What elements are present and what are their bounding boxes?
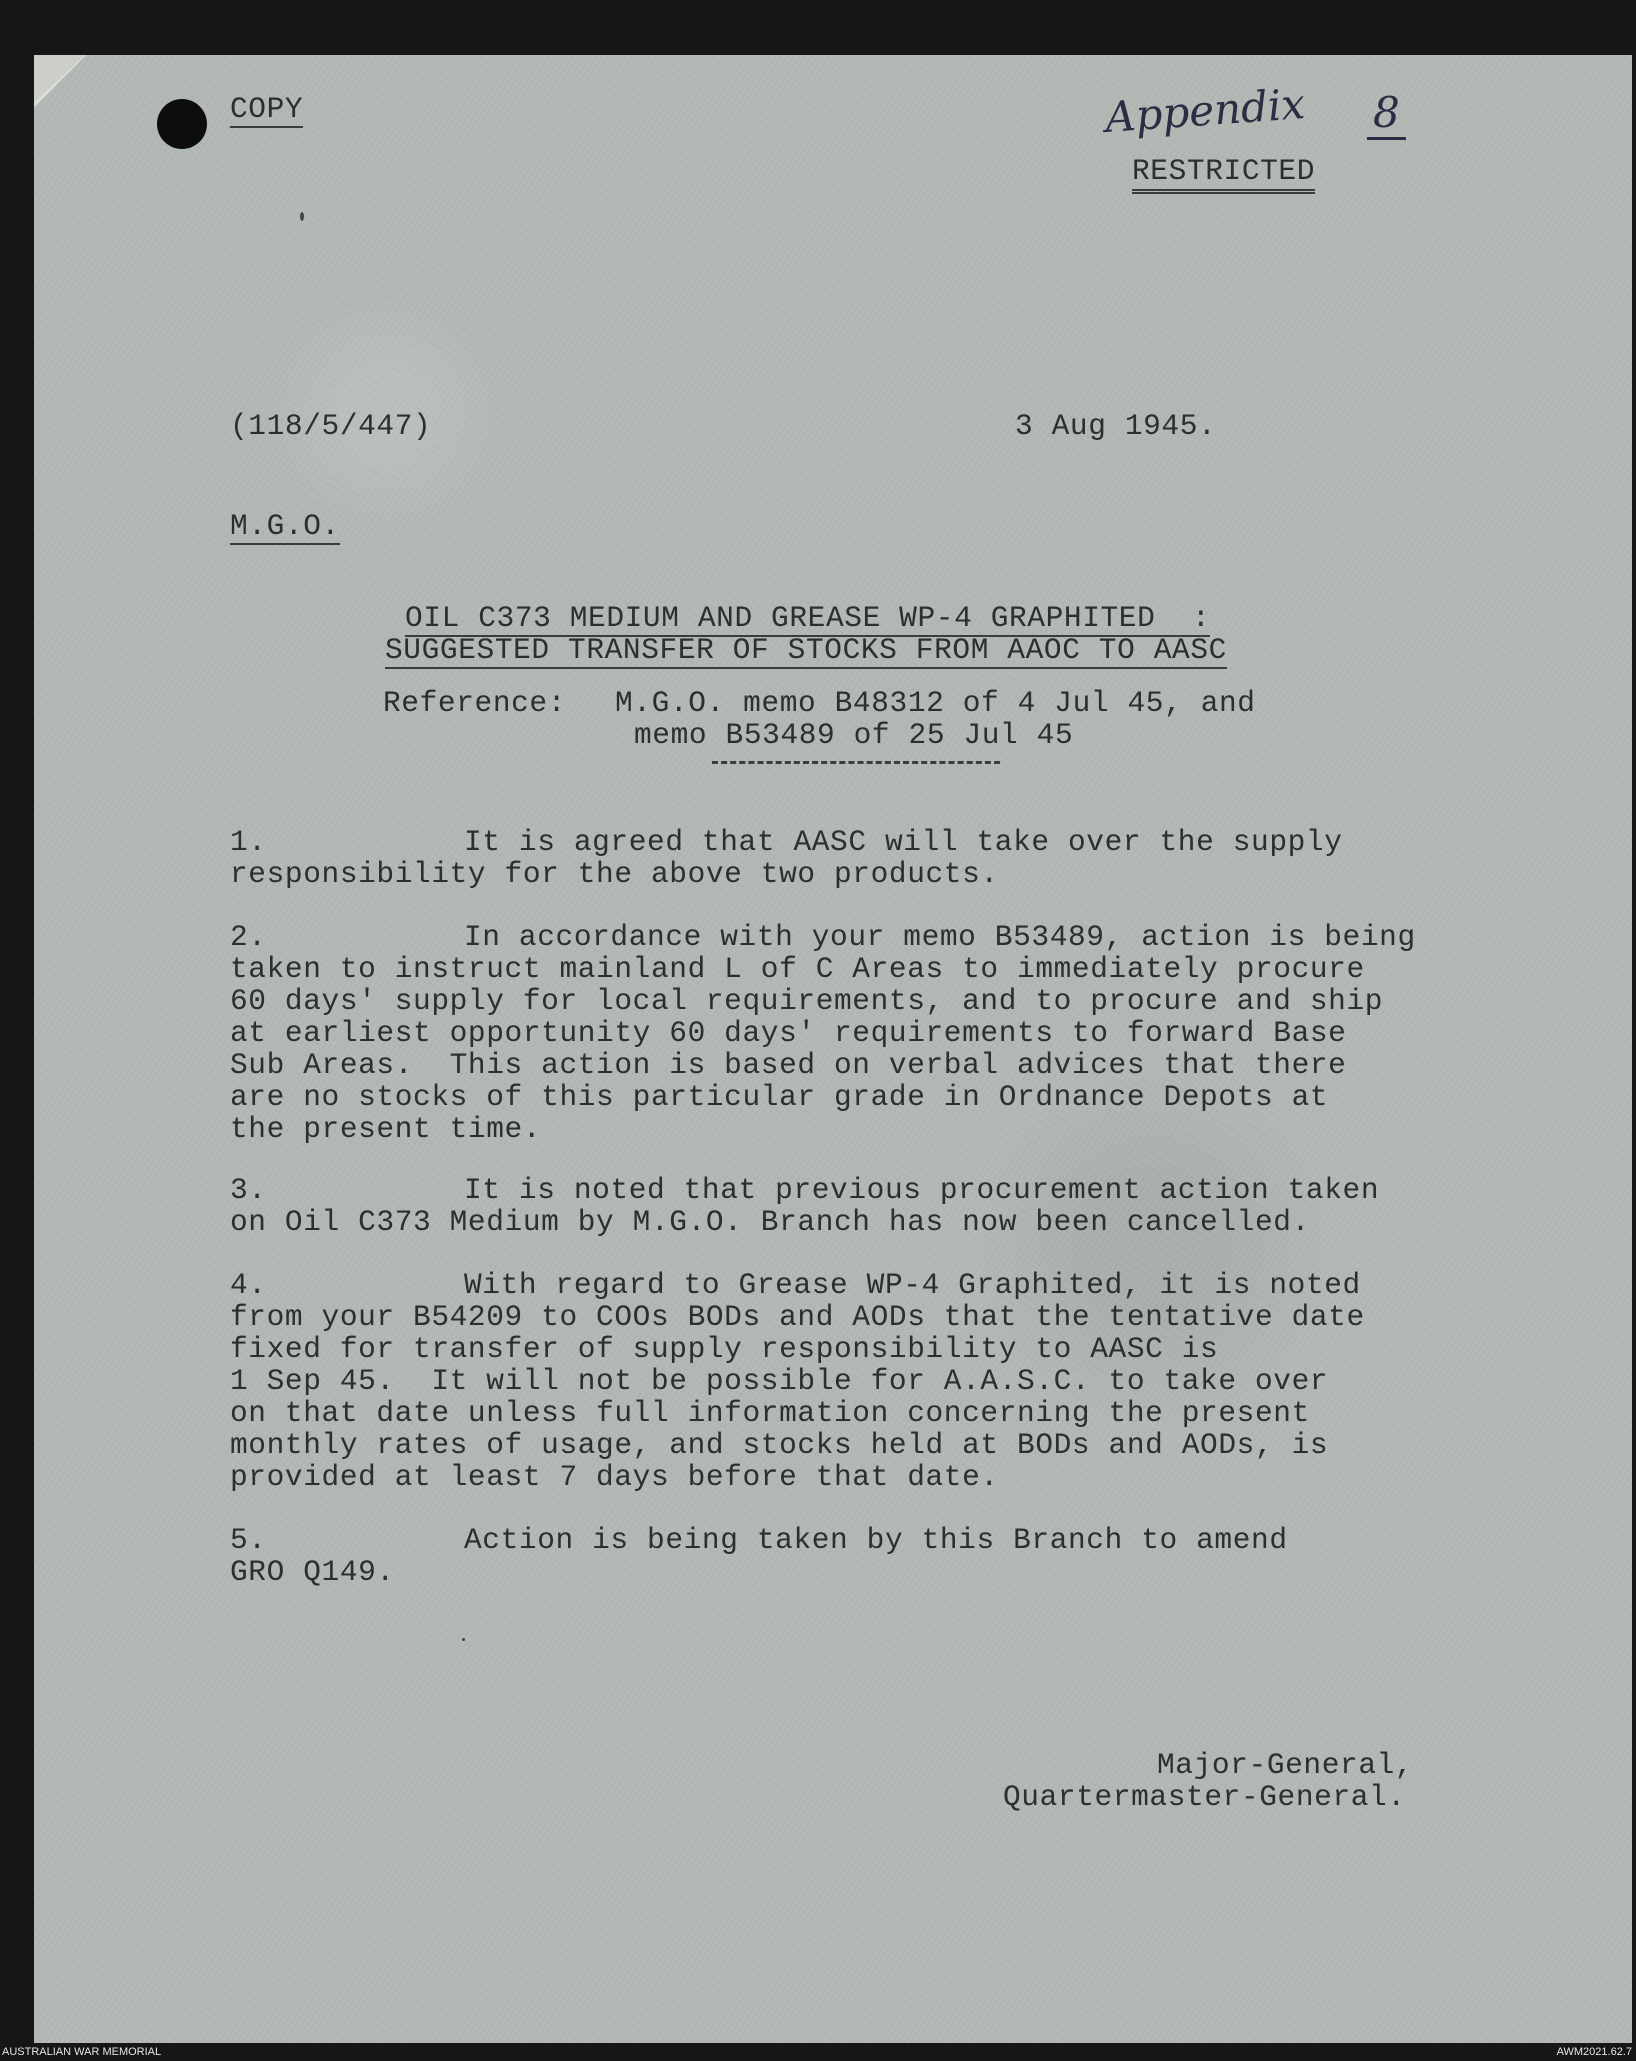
paragraph-line: It is noted that previous procurement action taken xyxy=(464,1173,1380,1207)
subject-line-1: OIL C373 MEDIUM AND GREASE WP-4 GRAPHITED : xyxy=(405,601,1211,635)
signature-title: Quartermaster-General. xyxy=(1003,1780,1406,1814)
document-date: 3 Aug 1945. xyxy=(1015,409,1217,443)
paragraph-line: taken to instruct mainland L of C Areas to immediately procure xyxy=(230,952,1365,986)
handwritten-annotation: Appendix xyxy=(1103,79,1307,142)
reference-line-1: M.G.O. memo B48312 of 4 Jul 45, and xyxy=(615,686,1256,720)
paragraph-line: fixed for transfer of supply responsibility to AASC is xyxy=(230,1332,1219,1366)
paper-speck xyxy=(462,1638,465,1641)
folded-corner xyxy=(34,55,90,107)
footer-institution: AUSTRALIAN WAR MEMORIAL xyxy=(2,2046,162,2058)
paragraph-line: are no stocks of this particular grade in Ordnance Depots at xyxy=(230,1080,1329,1114)
classification-label: RESTRICTED xyxy=(1132,155,1315,194)
paragraph-number: 1. xyxy=(230,825,267,859)
paragraph-number: 3. xyxy=(230,1173,267,1207)
paragraph-line: from your B54209 to COOs BODs and AODs that the tentative date xyxy=(230,1300,1365,1334)
paragraph-line: GRO Q149. xyxy=(230,1555,395,1589)
paragraph-line: the present time. xyxy=(230,1112,542,1146)
paragraph-line: In accordance with your memo B53489, action is being xyxy=(464,920,1416,954)
paragraph-line: monthly rates of usage, and stocks held at BODs and AODs, is xyxy=(230,1428,1329,1462)
paragraph-line: provided at least 7 days before that date. xyxy=(230,1460,999,1494)
paragraph-line: Sub Areas. This action is based on verbal advices that there xyxy=(230,1048,1347,1082)
paragraph-line: on Oil C373 Medium by M.G.O. Branch has now been cancelled. xyxy=(230,1205,1310,1239)
handwritten-appendix-number: 8 xyxy=(1367,88,1406,140)
paragraph-number: 5. xyxy=(230,1523,267,1557)
paragraph-number: 2. xyxy=(230,920,267,954)
paper-speck xyxy=(300,212,304,221)
paragraph-line: 1 Sep 45. It will not be possible for A.A.S.C. to take over xyxy=(230,1364,1329,1398)
footer-accession-number: AWM2021.62.7 xyxy=(1556,2046,1632,2058)
subject-line-2: SUGGESTED TRANSFER OF STOCKS FROM AAOC TO AASC xyxy=(385,633,1227,667)
paragraph-number: 4. xyxy=(230,1268,267,1302)
reference-label: Reference: xyxy=(383,686,567,720)
copy-mark: COPY xyxy=(230,92,304,126)
reference-line-2: memo B53489 of 25 Jul 45 xyxy=(634,718,1074,752)
paragraph-line: Action is being taken by this Branch to amend xyxy=(464,1523,1288,1557)
paragraph-line: on that date unless full information concerning the present xyxy=(230,1396,1310,1430)
paragraph-line: It is agreed that AASC will take over the supply xyxy=(464,825,1343,859)
punch-hole xyxy=(157,99,207,149)
file-reference: (118/5/447) xyxy=(230,409,432,443)
paragraph-line: 60 days' supply for local requirements, and to procure and ship xyxy=(230,984,1384,1018)
reference-divider xyxy=(712,761,1000,764)
paragraph-line: at earliest opportunity 60 days' requirements to forward Base xyxy=(230,1016,1347,1050)
signature-rank: Major-General, xyxy=(1157,1748,1414,1782)
paragraph-line: With regard to Grease WP-4 Graphited, it is noted xyxy=(464,1268,1361,1302)
paragraph-line: responsibility for the above two products. xyxy=(230,857,999,891)
addressee: M.G.O. xyxy=(230,509,340,543)
